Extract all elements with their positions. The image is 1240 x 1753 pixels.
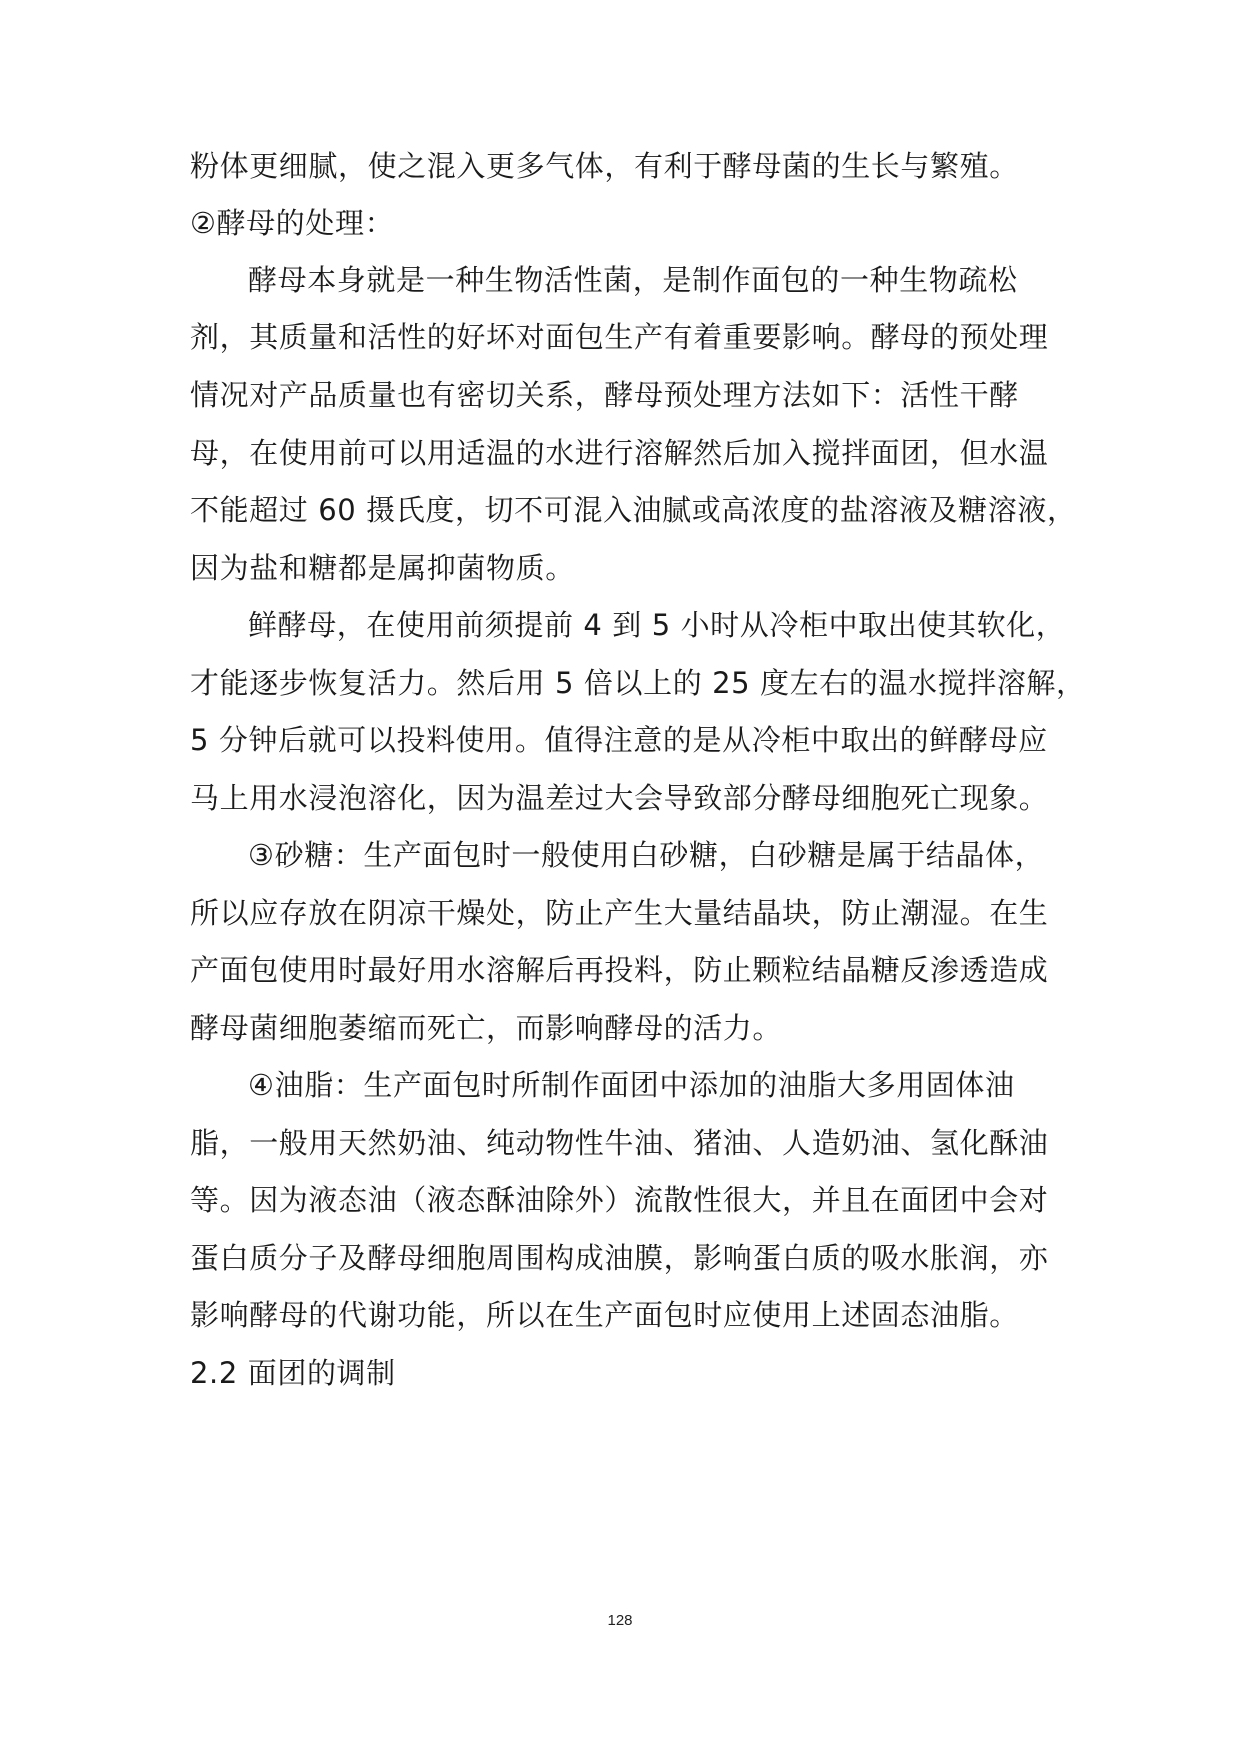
text-line: 酵母本身就是一种生物活性菌，是制作面包的一种生物疏松 xyxy=(248,263,1018,297)
text-line: 粉体更细腻，使之混入更多气体，有利于酵母菌的生长与繁殖。 xyxy=(190,149,1019,183)
text-line: 才能逐步恢复活力。然后用 5 倍以上的 25 度左右的温水搅拌溶解， xyxy=(190,666,1086,700)
text-line: 脂，一般用天然奶油、纯动物性牛油、猪油、人造奶油、氢化酥油 xyxy=(190,1126,1049,1160)
text-line: 不能超过 60 摄氏度，切不可混入油腻或高浓度的盐溶液及糖溶液， xyxy=(190,493,1077,527)
text-line: 因为盐和糖都是属抑菌物质。 xyxy=(190,551,575,585)
section-heading-yeast: ②酵母的处理： xyxy=(190,206,395,240)
text-line: 酵母菌细胞萎缩而死亡，而影响酵母的活力。 xyxy=(190,1011,783,1045)
section-heading-dough: 2.2 面团的调制 xyxy=(190,1356,396,1390)
page-number: 128 xyxy=(607,1612,633,1629)
text-line: 所以应存放在阴凉干燥处，防止产生大量结晶块，防止潮湿。在生 xyxy=(190,896,1049,930)
text-line: 马上用水浸泡溶化，因为温差过大会导致部分酵母细胞死亡现象。 xyxy=(190,781,1049,815)
text-line: 影响酵母的代谢功能，所以在生产面包时应使用上述固态油脂。 xyxy=(190,1298,1019,1332)
text-line: ③砂糖：生产面包时一般使用白砂糖，白砂糖是属于结晶体， xyxy=(248,838,1045,872)
text-line: 等。因为液态油（液态酥油除外）流散性很大，并且在面团中会对 xyxy=(190,1183,1049,1217)
text-line: 产面包使用时最好用水溶解后再投料，防止颗粒结晶糖反渗透造成 xyxy=(190,953,1049,987)
text-line: 5 分钟后就可以投料使用。值得注意的是从冷柜中取出的鲜酵母应 xyxy=(190,723,1048,757)
text-line: 蛋白质分子及酵母细胞周围构成油膜，影响蛋白质的吸水胀润，亦 xyxy=(190,1241,1049,1275)
text-line: 剂，其质量和活性的好坏对面包生产有着重要影响。酵母的预处理 xyxy=(190,320,1049,354)
text-line: 情况对产品质量也有密切关系，酵母预处理方法如下：活性干酵 xyxy=(190,378,1019,412)
text-line: 鲜酵母，在使用前须提前 4 到 5 小时从冷柜中取出使其软化， xyxy=(248,608,1066,642)
text-line: 母，在使用前可以用适温的水进行溶解然后加入搅拌面团，但水温 xyxy=(190,436,1049,470)
text-line: ④油脂：生产面包时所制作面团中添加的油脂大多用固体油 xyxy=(248,1068,1015,1102)
